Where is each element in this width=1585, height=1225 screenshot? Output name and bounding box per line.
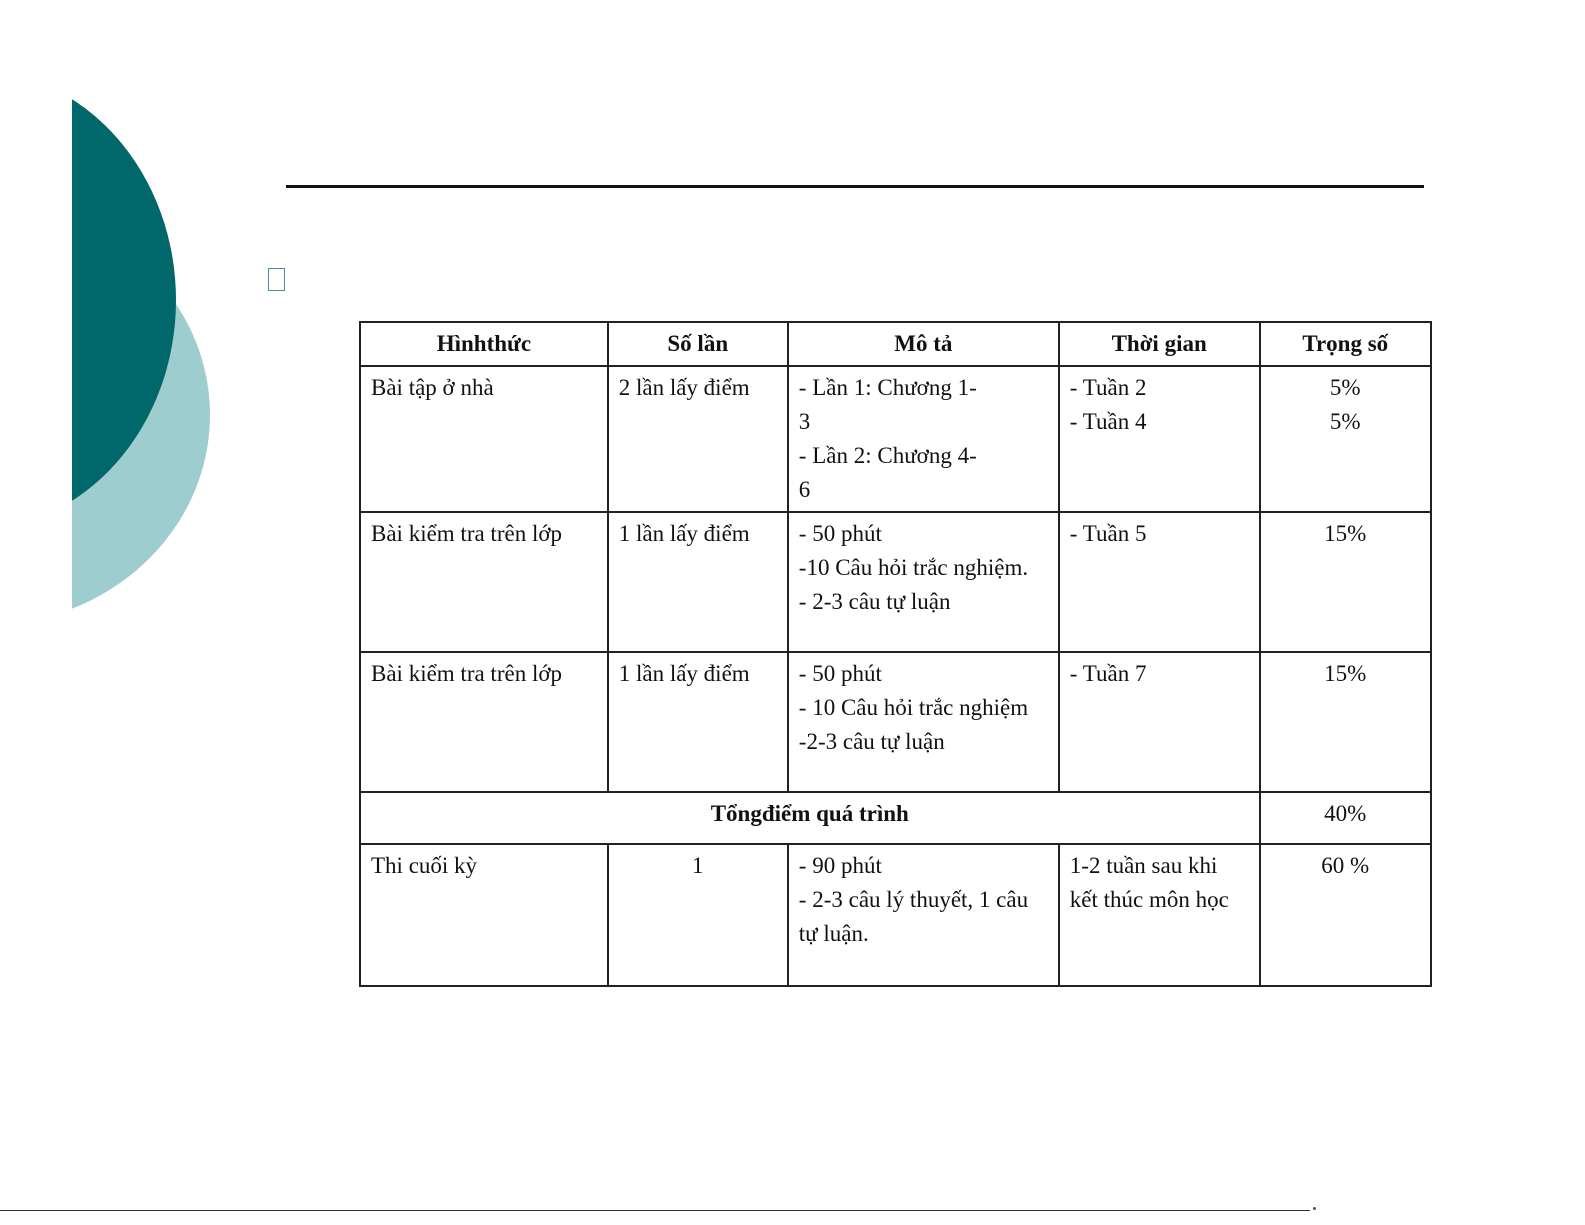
header-form: Hìnhthức — [360, 322, 608, 366]
header-time: Thời gian — [1059, 322, 1260, 366]
description-line: 3 — [798, 409, 811, 434]
description-line: -10 Câu hỏi trắc nghiệm. — [798, 555, 1029, 580]
cell-count: 2 lần lấy điểm — [608, 366, 788, 512]
table-row — [360, 512, 1431, 652]
footer-dot — [1313, 1207, 1316, 1210]
cell-count: 1 — [608, 844, 788, 986]
cell-time — [1059, 652, 1260, 792]
time-line: - Tuần 4 — [1069, 409, 1147, 434]
weight-line: 15% — [1324, 521, 1367, 546]
cell-weight — [1260, 652, 1431, 792]
cell-description — [788, 366, 1059, 512]
final-exam-row — [360, 844, 1431, 986]
cell-description — [788, 652, 1059, 792]
cell-weight: 60 % — [1260, 844, 1431, 986]
bullet-icon — [268, 268, 285, 291]
weight-line: 5% — [1329, 409, 1361, 434]
cell-time — [1059, 512, 1260, 652]
cell-count: 1 lần lấy điểm — [608, 652, 788, 792]
table-row — [360, 366, 1431, 512]
cell-count: 1 lần lấy điểm — [608, 512, 788, 652]
total-row — [360, 792, 1431, 844]
weight-line: 15% — [1324, 661, 1367, 686]
cell-form: Bài tập ở nhà — [360, 366, 608, 512]
description-line: - 2-3 câu lý thuyết, 1 câu tự luận. — [798, 887, 1029, 946]
time-line: - Tuần 7 — [1069, 661, 1147, 686]
footer-line — [0, 1210, 1310, 1211]
cell-form: Bài kiểm tra trên lớp — [360, 652, 608, 792]
header-count: Số lần — [608, 322, 788, 366]
description-line: - 50 phút — [798, 661, 882, 686]
title-underline — [286, 185, 1424, 188]
description-line: - 2-3 câu tự luận — [798, 589, 951, 614]
decorative-circles — [0, 0, 230, 640]
description-line: 6 — [798, 477, 811, 502]
time-line: - Tuần 5 — [1069, 521, 1147, 546]
table-row — [360, 652, 1431, 792]
description-line: - Lần 1: Chương 1- — [798, 375, 977, 400]
total-value: 40% — [1260, 792, 1431, 844]
weight-line: 5% — [1329, 375, 1361, 400]
cell-form: Thi cuối kỳ — [360, 844, 608, 986]
cell-description — [788, 844, 1059, 986]
description-line: - Lần 2: Chương 4- — [798, 443, 977, 468]
header-weight: Trọng số — [1260, 322, 1431, 366]
cell-form: Bài kiểm tra trên lớp — [360, 512, 608, 652]
description-line: -2-3 câu tự luận — [798, 729, 945, 754]
left-margin-mask — [0, 0, 72, 640]
cell-weight — [1260, 512, 1431, 652]
cell-time: 1-2 tuần sau khi kết thúc môn học — [1059, 844, 1260, 986]
cell-weight — [1260, 366, 1431, 512]
header-description: Mô tả — [788, 322, 1059, 366]
description-line: - 90 phút — [798, 853, 882, 878]
cell-time — [1059, 366, 1260, 512]
time-line: - Tuần 2 — [1069, 375, 1147, 400]
table-header-row — [360, 322, 1431, 366]
grading-table — [359, 321, 1432, 987]
total-label: Tổngđiểm quá trình — [360, 792, 1260, 844]
description-line: - 50 phút — [798, 521, 882, 546]
cell-description — [788, 512, 1059, 652]
description-line: - 10 Câu hỏi trắc nghiệm — [798, 695, 1029, 720]
